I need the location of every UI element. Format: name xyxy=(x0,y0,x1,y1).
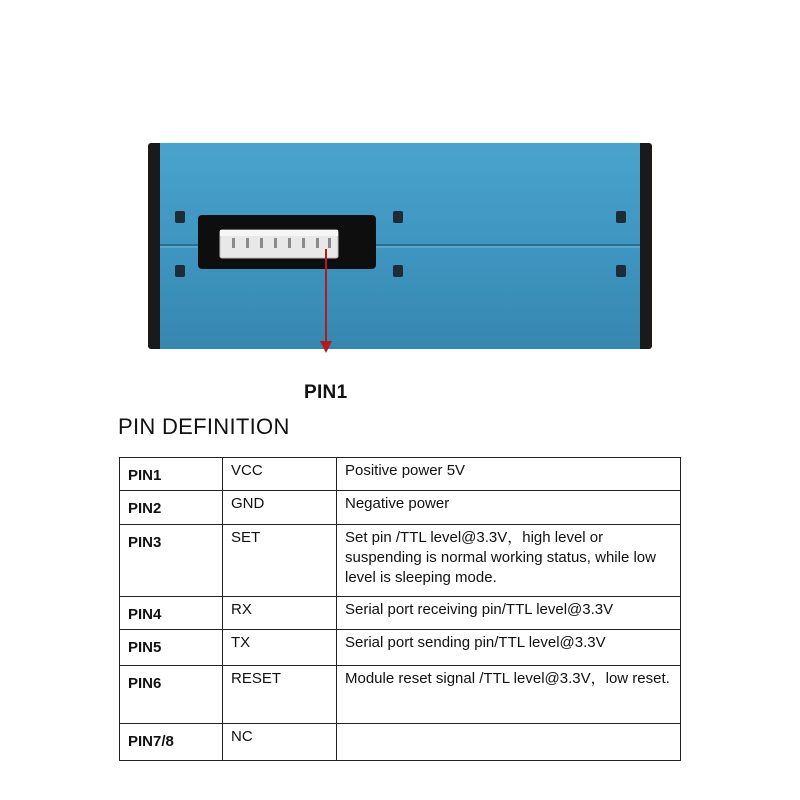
pin-name: SET xyxy=(223,525,337,597)
table-row xyxy=(120,458,681,491)
pin-number: PIN5 xyxy=(120,630,223,666)
table-row xyxy=(120,525,681,597)
pin1-callout-label: PIN1 xyxy=(304,382,348,403)
pin-description: Set pin /TTL level@3.3V，high level or suspending is normal working status, while low level is sleeping mode. xyxy=(337,525,681,597)
connector xyxy=(220,230,338,258)
pin-description: Serial port sending pin/TTL level@3.3V xyxy=(337,630,681,666)
pin-description xyxy=(337,724,681,761)
pin-name: RX xyxy=(223,597,337,630)
pin-number: PIN1 xyxy=(120,458,223,491)
table-row xyxy=(120,491,681,525)
pin-name: NC xyxy=(223,724,337,761)
table-row xyxy=(120,666,681,724)
pin-definition-table xyxy=(119,457,681,761)
pin-name: RESET xyxy=(223,666,337,724)
pin-number: PIN6 xyxy=(120,666,223,724)
table-row xyxy=(120,630,681,666)
pin-number: PIN2 xyxy=(120,491,223,525)
pin-number: PIN7/8 xyxy=(120,724,223,761)
table-row xyxy=(120,597,681,630)
pin-name: GND xyxy=(223,491,337,525)
pin-description: Module reset signal /TTL level@3.3V，low reset. xyxy=(337,666,681,724)
section-title: PIN DEFINITION xyxy=(118,414,290,439)
table-row xyxy=(120,724,681,761)
pin-description: Negative power xyxy=(337,491,681,525)
pin-number: PIN4 xyxy=(120,597,223,630)
pin-number: PIN3 xyxy=(120,525,223,597)
pin-name: TX xyxy=(223,630,337,666)
pin-description: Serial port receiving pin/TTL level@3.3V xyxy=(337,597,681,630)
sensor-module-image xyxy=(140,135,660,355)
pin-description: Positive power 5V xyxy=(337,458,681,491)
pin-name: VCC xyxy=(223,458,337,491)
